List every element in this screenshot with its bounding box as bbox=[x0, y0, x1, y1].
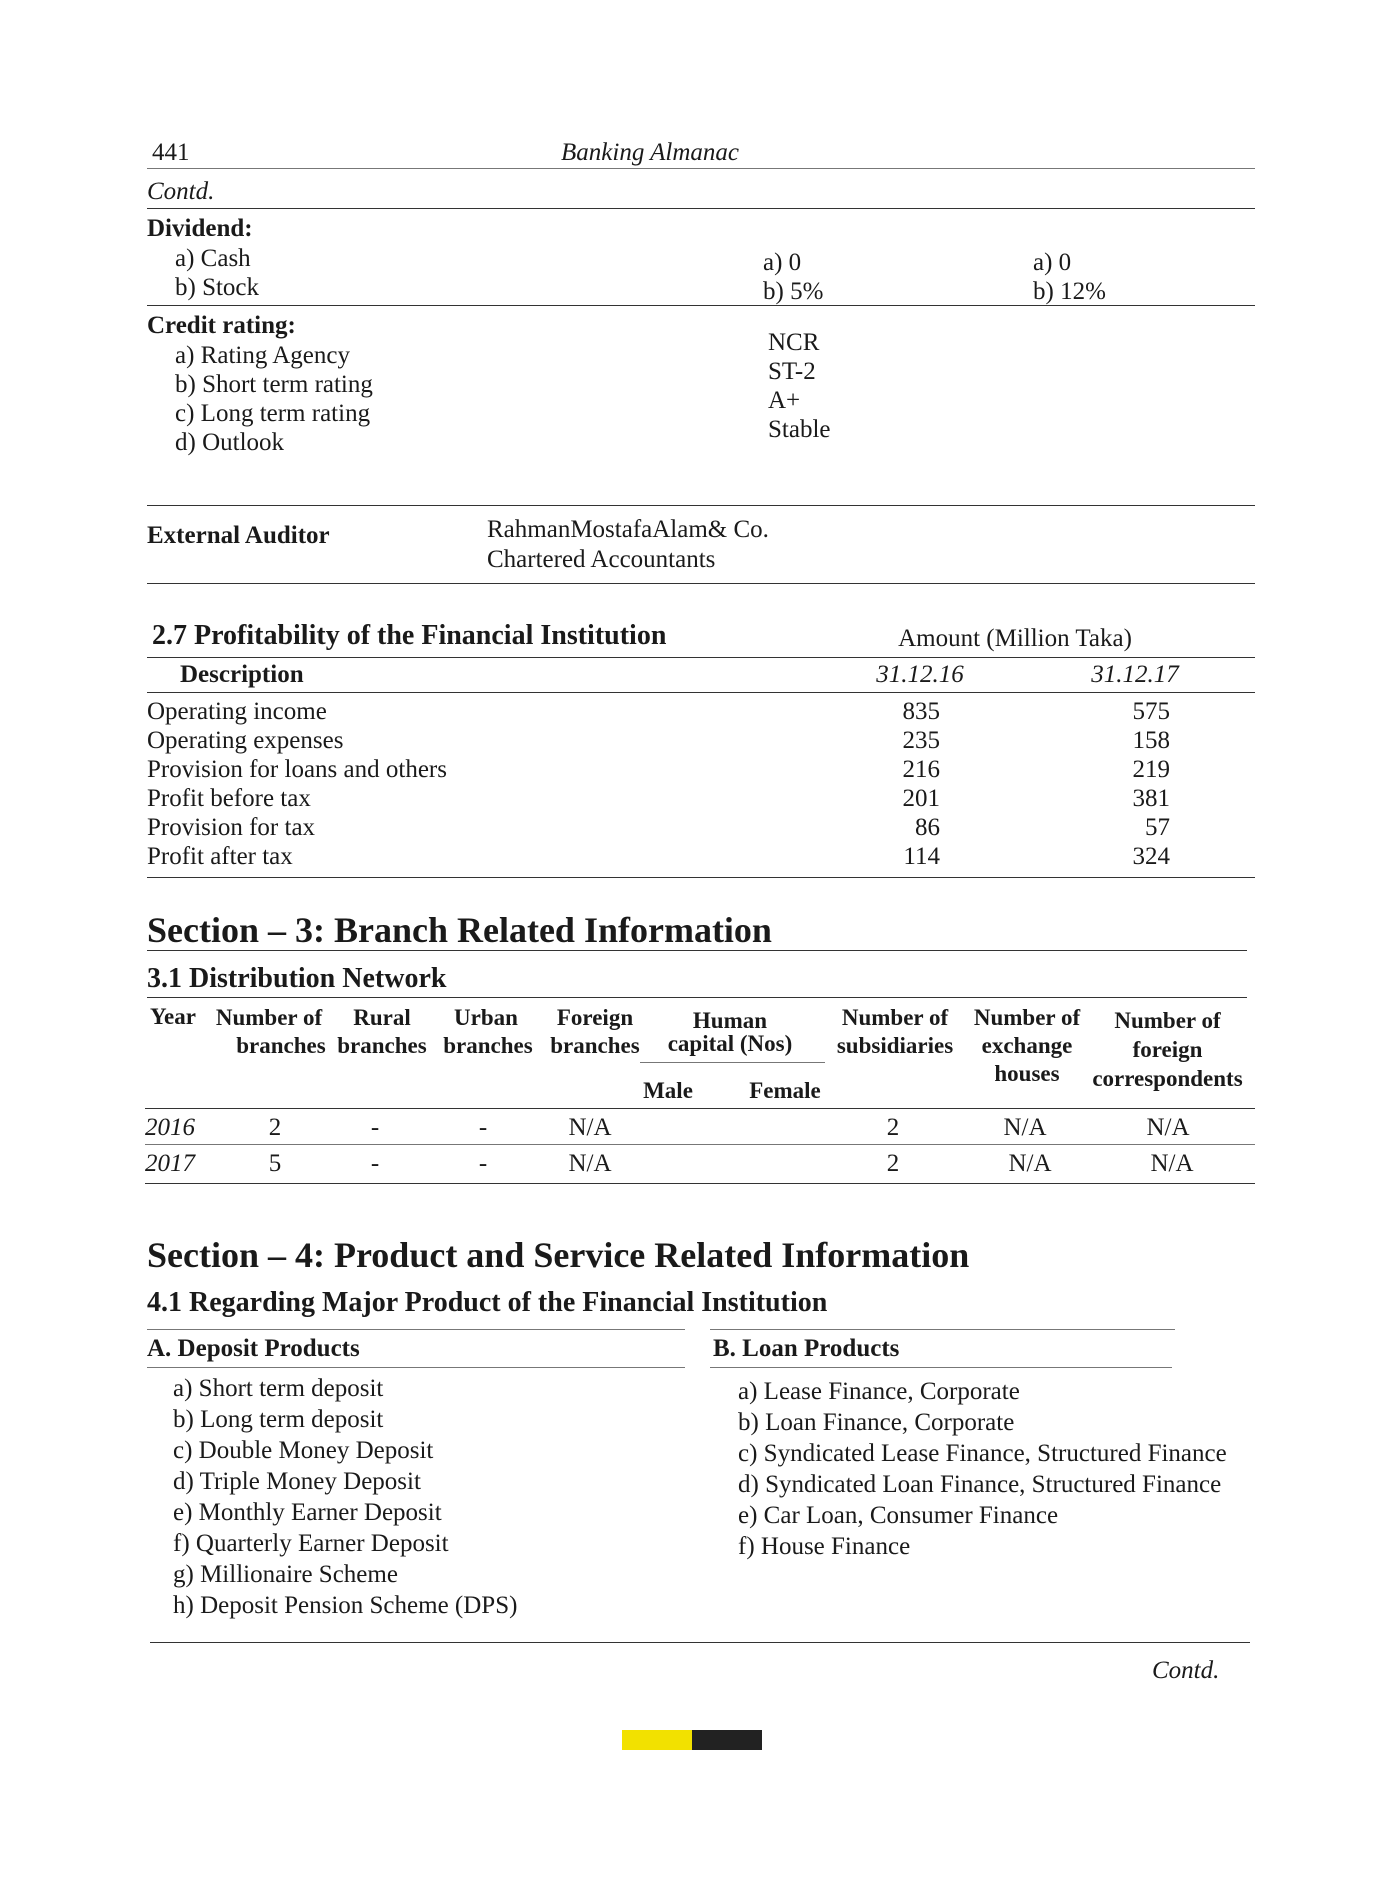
row-value-2016: 201 bbox=[902, 785, 940, 812]
row-exchange: N/A bbox=[1008, 1150, 1052, 1177]
row-value-2016: 114 bbox=[903, 843, 940, 870]
rule bbox=[147, 1329, 685, 1330]
header-year: Year bbox=[150, 1004, 196, 1029]
list-item: h) Deposit Pension Scheme (DPS) bbox=[173, 1592, 518, 1619]
contd-label-top: Contd. bbox=[147, 178, 215, 205]
header-urban: branches bbox=[443, 1033, 533, 1058]
row-value-2017: 575 bbox=[1132, 698, 1170, 725]
dividend-value: a) 0 bbox=[763, 249, 802, 276]
rule bbox=[640, 1062, 825, 1063]
header-female: Female bbox=[749, 1078, 821, 1103]
credit-rating-item: b) Short term rating bbox=[175, 371, 373, 398]
list-item: e) Car Loan, Consumer Finance bbox=[738, 1502, 1059, 1529]
row-foreign: N/A bbox=[568, 1150, 612, 1177]
rule bbox=[145, 1108, 1255, 1109]
row-rural: - bbox=[370, 1114, 380, 1141]
credit-rating-value: Stable bbox=[768, 416, 831, 443]
list-item: a) Short term deposit bbox=[173, 1375, 384, 1402]
header-rural: branches bbox=[337, 1033, 427, 1058]
row-year: 2016 bbox=[145, 1114, 195, 1141]
list-item: b) Loan Finance, Corporate bbox=[738, 1409, 1015, 1436]
rule bbox=[147, 997, 1247, 998]
header-subsidiaries: subsidiaries bbox=[836, 1033, 954, 1058]
row-label: Operating expenses bbox=[147, 727, 344, 754]
row-label: Profit after tax bbox=[147, 843, 293, 870]
rule bbox=[147, 583, 1255, 584]
section-3-subtitle: 3.1 Distribution Network bbox=[147, 963, 447, 994]
dividend-item: b) Stock bbox=[175, 274, 260, 301]
list-item: c) Double Money Deposit bbox=[173, 1437, 434, 1464]
list-item: f) House Finance bbox=[738, 1533, 911, 1560]
header-male: Male bbox=[643, 1078, 693, 1103]
header-exchange-houses: exchange bbox=[981, 1033, 1073, 1058]
row-branches: 2 bbox=[268, 1114, 282, 1141]
row-value-2017: 158 bbox=[1132, 727, 1170, 754]
row-foreign: N/A bbox=[568, 1114, 612, 1141]
rule bbox=[145, 1183, 1255, 1184]
rule bbox=[147, 305, 1255, 306]
page-number: 441 bbox=[152, 139, 190, 166]
rule bbox=[145, 1144, 1255, 1145]
list-item: e) Monthly Earner Deposit bbox=[173, 1499, 442, 1526]
rule bbox=[147, 657, 1255, 658]
row-year: 2017 bbox=[145, 1150, 195, 1177]
credit-rating-value: NCR bbox=[768, 329, 820, 356]
description-header: Description bbox=[180, 661, 304, 688]
credit-rating-value: ST-2 bbox=[768, 358, 816, 385]
dividend-value: b) 5% bbox=[763, 278, 824, 305]
row-label: Operating income bbox=[147, 698, 327, 725]
row-subsidiaries: 2 bbox=[886, 1150, 900, 1177]
header-human-capital: Human bbox=[692, 1008, 768, 1033]
dividend-label: Dividend: bbox=[147, 215, 253, 242]
rule bbox=[147, 877, 1255, 878]
header-subsidiaries: Number of bbox=[841, 1005, 949, 1030]
credit-rating-item: d) Outlook bbox=[175, 429, 285, 456]
rule bbox=[710, 1329, 1175, 1330]
deposit-products-title: A. Deposit Products bbox=[147, 1335, 360, 1362]
amount-unit-label: Amount (Million Taka) bbox=[898, 625, 1132, 652]
header-rule bbox=[147, 168, 1255, 169]
header-human-capital: capital (Nos) bbox=[667, 1031, 793, 1056]
row-label: Provision for tax bbox=[147, 814, 316, 841]
list-item: d) Triple Money Deposit bbox=[173, 1468, 421, 1495]
list-item: b) Long term deposit bbox=[173, 1406, 384, 1433]
loan-products-title: B. Loan Products bbox=[713, 1335, 900, 1362]
row-urban: - bbox=[478, 1150, 488, 1177]
row-value-2017: 219 bbox=[1132, 756, 1170, 783]
header-branches: Number of bbox=[215, 1005, 323, 1030]
row-value-2017: 57 bbox=[1145, 814, 1170, 841]
row-branches: 5 bbox=[268, 1150, 282, 1177]
header-branches: branches bbox=[236, 1033, 326, 1058]
header-urban: Urban bbox=[454, 1005, 518, 1030]
rule bbox=[147, 692, 1255, 693]
row-value-2016: 216 bbox=[902, 756, 940, 783]
row-value-2016: 835 bbox=[902, 698, 940, 725]
header-exchange-houses: houses bbox=[994, 1061, 1060, 1086]
external-auditor-label: External Auditor bbox=[147, 522, 330, 549]
list-item: g) Millionaire Scheme bbox=[173, 1561, 398, 1588]
row-subsidiaries: 2 bbox=[886, 1114, 900, 1141]
row-correspondents: N/A bbox=[1150, 1150, 1194, 1177]
row-value-2016: 235 bbox=[902, 727, 940, 754]
rule bbox=[710, 1367, 1172, 1368]
section-4-title: Section – 4: Product and Service Related Information bbox=[147, 1235, 970, 1275]
rule bbox=[147, 1367, 685, 1368]
footer-bar-yellow bbox=[622, 1730, 692, 1750]
auditor-type: Chartered Accountants bbox=[487, 546, 716, 573]
running-title: Banking Almanac bbox=[561, 139, 739, 166]
row-label: Provision for loans and others bbox=[147, 756, 447, 783]
list-item: f) Quarterly Earner Deposit bbox=[173, 1530, 449, 1557]
header-foreign: Foreign bbox=[556, 1005, 634, 1030]
dividend-value: a) 0 bbox=[1033, 249, 1072, 276]
header-foreign-correspondents: correspondents bbox=[1092, 1066, 1243, 1091]
credit-rating-item: c) Long term rating bbox=[175, 400, 371, 427]
header-foreign-correspondents: foreign bbox=[1132, 1037, 1203, 1062]
row-correspondents: N/A bbox=[1146, 1114, 1190, 1141]
row-value-2017: 381 bbox=[1132, 785, 1170, 812]
credit-rating-item: a) Rating Agency bbox=[175, 342, 350, 369]
header-rural: Rural bbox=[353, 1005, 411, 1030]
contd-label-bottom: Contd. bbox=[1152, 1657, 1220, 1684]
list-item: d) Syndicated Loan Finance, Structured Finance bbox=[738, 1471, 1222, 1498]
header-foreign-correspondents: Number of bbox=[1114, 1008, 1221, 1033]
footer-bar-dark bbox=[692, 1730, 762, 1750]
section-4-subtitle: 4.1 Regarding Major Product of the Financial Institution bbox=[147, 1287, 828, 1318]
row-rural: - bbox=[370, 1150, 380, 1177]
row-urban: - bbox=[478, 1114, 488, 1141]
column-header-2016: 31.12.16 bbox=[876, 661, 964, 688]
row-value-2016: 86 bbox=[915, 814, 940, 841]
list-item: c) Syndicated Lease Finance, Structured Finance bbox=[738, 1440, 1227, 1467]
rule bbox=[147, 950, 1247, 951]
header-exchange-houses: Number of bbox=[973, 1005, 1081, 1030]
column-header-2017: 31.12.17 bbox=[1091, 661, 1179, 688]
dividend-item: a) Cash bbox=[175, 245, 251, 272]
rule bbox=[147, 208, 1255, 209]
header-foreign: branches bbox=[550, 1033, 640, 1058]
dividend-value: b) 12% bbox=[1033, 278, 1106, 305]
auditor-name: RahmanMostafaAlam& Co. bbox=[487, 516, 769, 543]
credit-rating-value: A+ bbox=[768, 387, 801, 414]
rule bbox=[147, 505, 1255, 506]
list-item: a) Lease Finance, Corporate bbox=[738, 1378, 1020, 1405]
row-label: Profit before tax bbox=[147, 785, 311, 812]
row-value-2017: 324 bbox=[1132, 843, 1170, 870]
profitability-title: 2.7 Profitability of the Financial Institution bbox=[152, 620, 667, 651]
row-exchange: N/A bbox=[1003, 1114, 1047, 1141]
rule bbox=[150, 1642, 1250, 1643]
section-3-title: Section – 3: Branch Related Information bbox=[147, 910, 772, 950]
credit-rating-label: Credit rating: bbox=[147, 312, 296, 339]
